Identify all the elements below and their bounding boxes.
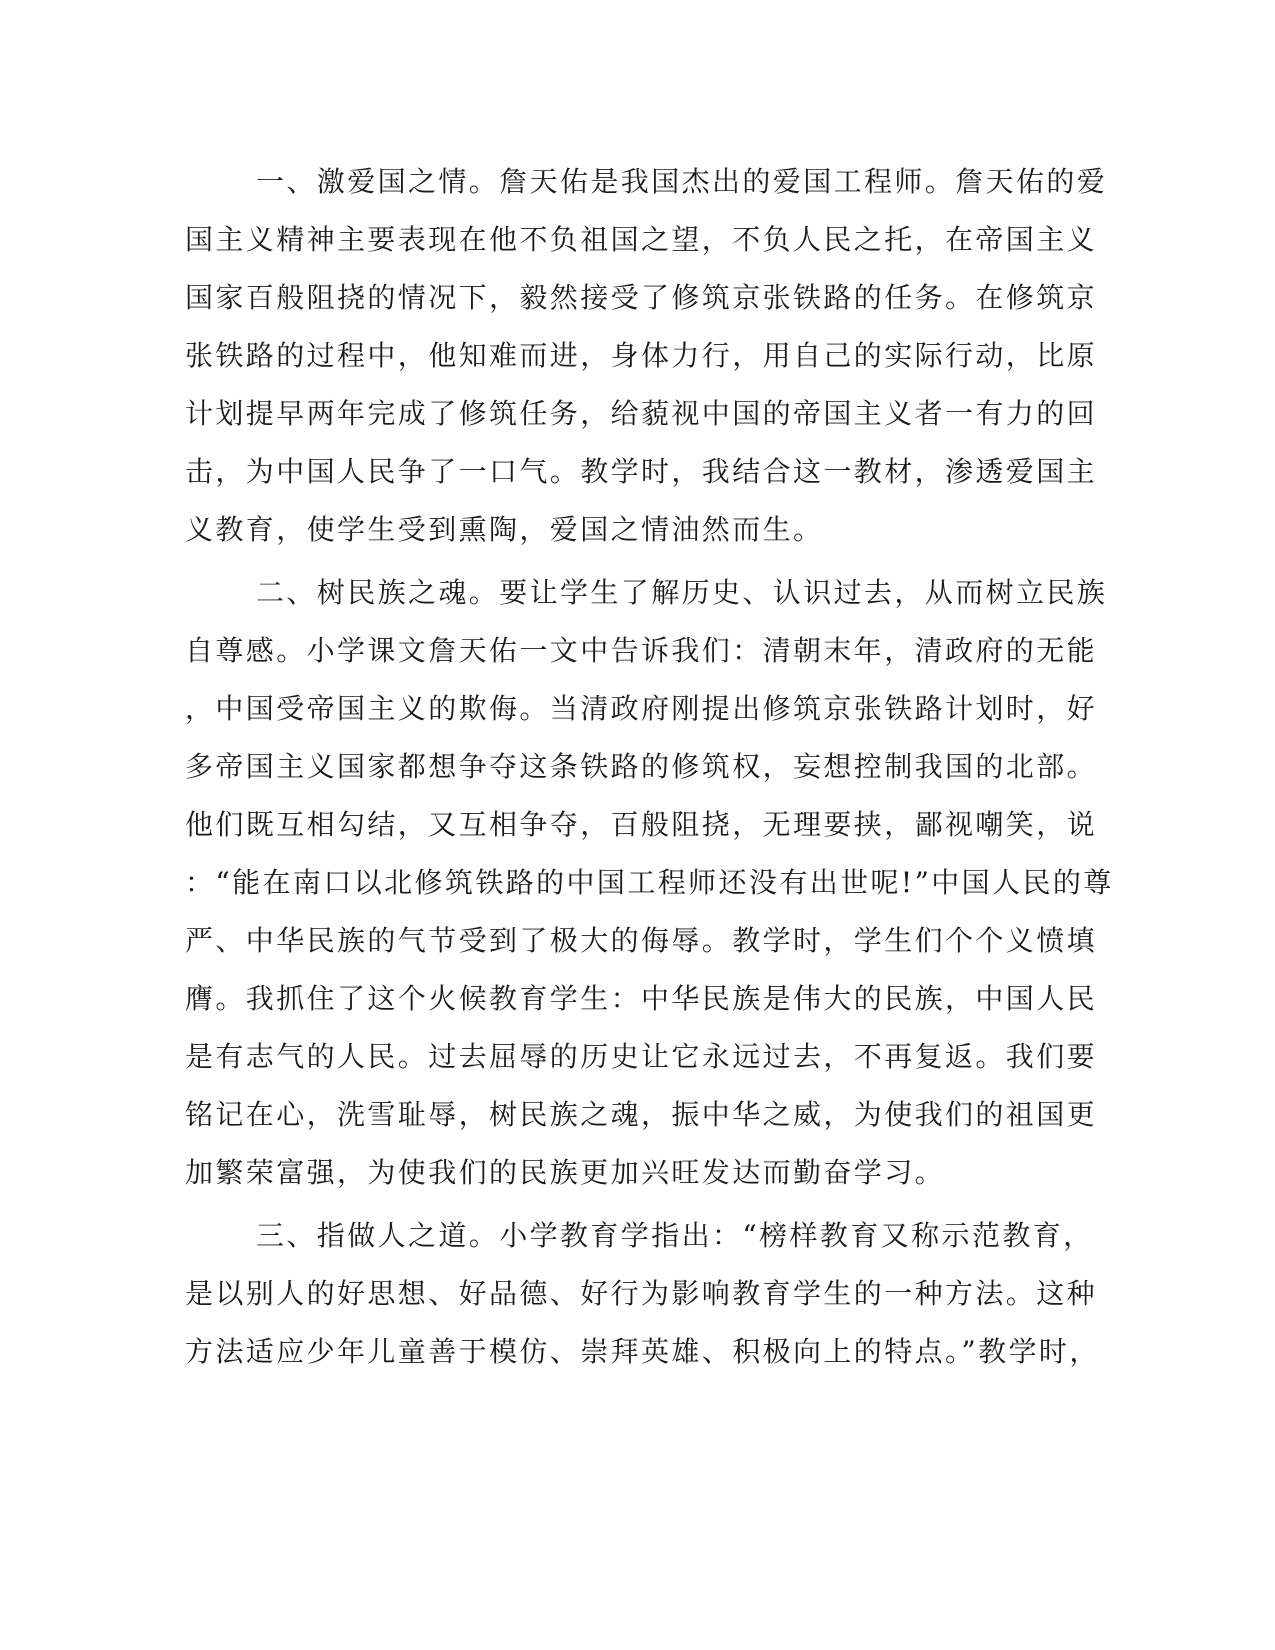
paragraph-2-line-7: 严、中华民族的气节受到了极大的侮辱。教学时，学生们个个义愤填 bbox=[185, 924, 1098, 957]
paragraph-1-line-7: 义教育，使学生受到熏陶，爱国之情油然而生。 bbox=[185, 513, 824, 546]
paragraph-1-line-5: 计划提早两年完成了修筑任务，给藐视中国的帝国主义者一有力的回 bbox=[185, 397, 1098, 430]
paragraph-2-line-4: 多帝国主义国家都想争夺这条铁路的修筑权，妄想控制我国的北部。 bbox=[185, 750, 1098, 783]
paragraph-1-line-6: 击，为中国人民争了一口气。教学时，我结合这一教材，渗透爱国主 bbox=[185, 455, 1098, 488]
paragraph-2-line-2: 自尊感。小学课文詹天佑一文中告诉我们：清朝末年，清政府的无能 bbox=[185, 634, 1098, 667]
paragraph-1-line-4: 张铁路的过程中，他知难而进，身体力行，用自己的实际行动，比原 bbox=[185, 339, 1098, 372]
paragraph-2-line-8: 膺。我抓住了这个火候教育学生：中华民族是伟大的民族，中国人民 bbox=[185, 982, 1098, 1015]
paragraph-3-line-2: 是以别人的好思想、好品德、好行为影响教育学生的一种方法。这种 bbox=[185, 1277, 1098, 1310]
paragraph-2-line-1: 二、树民族之魂。要让学生了解历史、认识过去，从而树立民族 bbox=[256, 576, 1108, 609]
paragraph-3-line-3: 方法适应少年儿童善于模仿、崇拜英雄、积极向上的特点。”教学时， bbox=[185, 1335, 1100, 1368]
paragraph-3-line-1: 三、指做人之道。小学教育学指出：“榜样教育又称示范教育， bbox=[256, 1219, 1094, 1252]
paragraph-1-line-3: 国家百般阻挠的情况下，毅然接受了修筑京张铁路的任务。在修筑京 bbox=[185, 281, 1098, 314]
paragraph-2-line-6: ：“能在南口以北修筑铁路的中国工程师还没有出世呢!”中国人民的尊 bbox=[185, 866, 1114, 899]
paragraph-1-line-2: 国主义精神主要表现在他不负祖国之望，不负人民之托，在帝国主义 bbox=[185, 223, 1098, 256]
paragraph-2-line-9: 是有志气的人民。过去屈辱的历史让它永远过去，不再复返。我们要 bbox=[185, 1040, 1098, 1073]
paragraph-2-line-5: 他们既互相勾结，又互相争夺，百般阻挠，无理要挟，鄙视嘲笑，说 bbox=[185, 808, 1098, 841]
paragraph-2-line-10: 铭记在心，洗雪耻辱，树民族之魂，振中华之威，为使我们的祖国更 bbox=[185, 1098, 1098, 1131]
paragraph-1-line-1: 一、激爱国之情。詹天佑是我国杰出的爱国工程师。詹天佑的爱 bbox=[256, 165, 1108, 198]
paragraph-2-line-3: ，中国受帝国主义的欺侮。当清政府刚提出修筑京张铁路计划时，好 bbox=[185, 692, 1098, 725]
paragraph-2-line-11: 加繁荣富强，为使我们的民族更加兴旺发达而勤奋学习。 bbox=[185, 1156, 946, 1189]
